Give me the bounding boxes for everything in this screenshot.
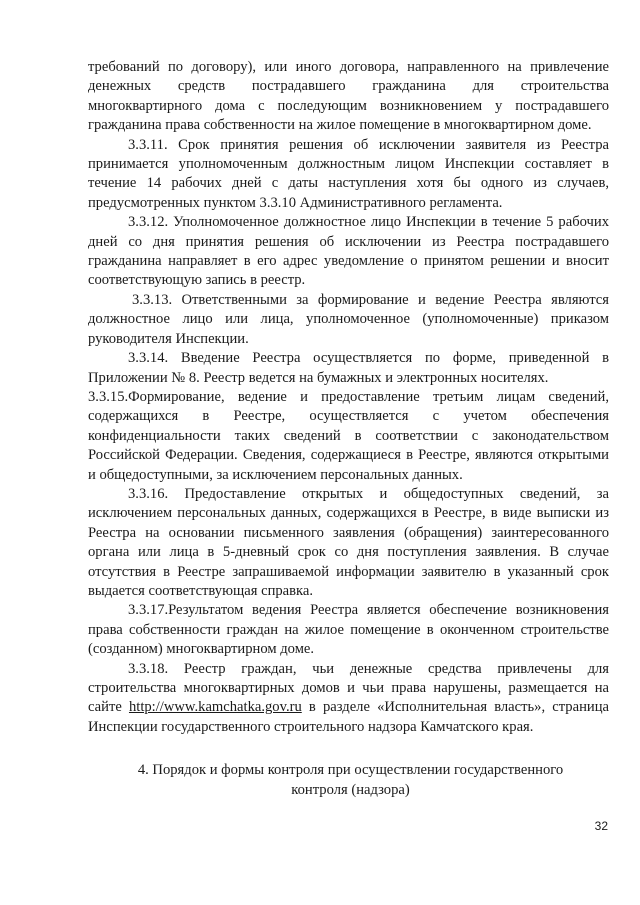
paragraph-3-3-13: 3.3.13. Ответственными за формирование и ведение Реестра являются должностное лицо или лица, уполномоченное (уполномоченные) приказом руководителя Инспекции. <box>88 291 609 347</box>
paragraph-3-3-16: 3.3.16. Предоставление открытых и общедоступных сведений, за исключением персональных данных, содержащихся в Реестре, в виде выписки из Реестра на основании письменного заявления (обращения) заинтересованного органа или лица в 5-дневный срок со дня поступления заявления. В случае отсутствия в Реестре запрашиваемой информации заявителю в указанный срок выдается соответствующая справка. <box>88 485 609 599</box>
paragraph-continuation: требований по договору), или иного договора, направленного на привлечение денежных средств пострадавшего гражданина для строительства многоквартирного дома с последующим возникновением у пострадавшего гражданина права собственности на жилое помещение в многоквартирном доме. <box>88 59 609 134</box>
document-page <box>88 58 609 800</box>
paragraph-3-3-12: 3.3.12. Уполномоченное должностное лицо Инспекции в течение 5 рабочих дней со дня принятия решения об исключении из Реестра пострадавшего гражданина направляет в его адрес уведомление о принятом решении и вносит соответствующую запись в реестр. <box>88 214 609 289</box>
section-heading-line-1: 4. Порядок и формы контроля при осуществлении государственного <box>137 762 564 779</box>
paragraph-3-3-14: 3.3.14. Введение Реестра осуществляется по форме, приведенной в Приложении № 8. Реестр ведется на бумажных и электронных носителях. <box>88 350 609 386</box>
section-heading-line-2: контроля (надзора) <box>291 781 410 798</box>
paragraph-3-3-17: 3.3.17.Результатом ведения Реестра является обеспечение возникновения права собственности граждан на жилое помещение в оконченном строительстве (созданном) многоквартирном доме. <box>88 602 609 658</box>
paragraph-3-3-18-text-start: 3.3.18. Реестр граждан, чьи денежные средства привлечены для строительства многоквартирных домов и чьи права нарушены, размещается на сайте <box>88 660 609 716</box>
website-link[interactable]: http://www.kamchatka.gov.ru <box>128 699 302 716</box>
paragraph-3-3-18-text-end: в разделе «Исполнительная власть», страница Инспекции государственного строительного надзора Камчатского края. <box>88 699 609 735</box>
paragraph-3-3-11: 3.3.11. Срок принятия решения об исключении заявителя из Реестра принимается уполномоченным должностным лицом Инспекции составляет в течение 14 рабочих дней с даты наступления хотя бы одного из случаев, предусмотренных пунктом 3.3.10 Административного регламента. <box>88 136 609 211</box>
paragraph-3-3-18 <box>88 660 609 738</box>
section-heading <box>88 761 609 800</box>
paragraph-3-3-15: 3.3.15.Формирование, ведение и предоставление третьим лицам сведений, содержащихся в Реестре, осуществляется с учетом обеспечения конфиденциальности таких сведений в соответствии с законодательством Российской Федерации. Сведения, содержащиеся в Реестре, являются открытыми и общедоступными, за исключением персональных данных. <box>88 388 609 483</box>
page-number: 32 <box>594 819 608 833</box>
